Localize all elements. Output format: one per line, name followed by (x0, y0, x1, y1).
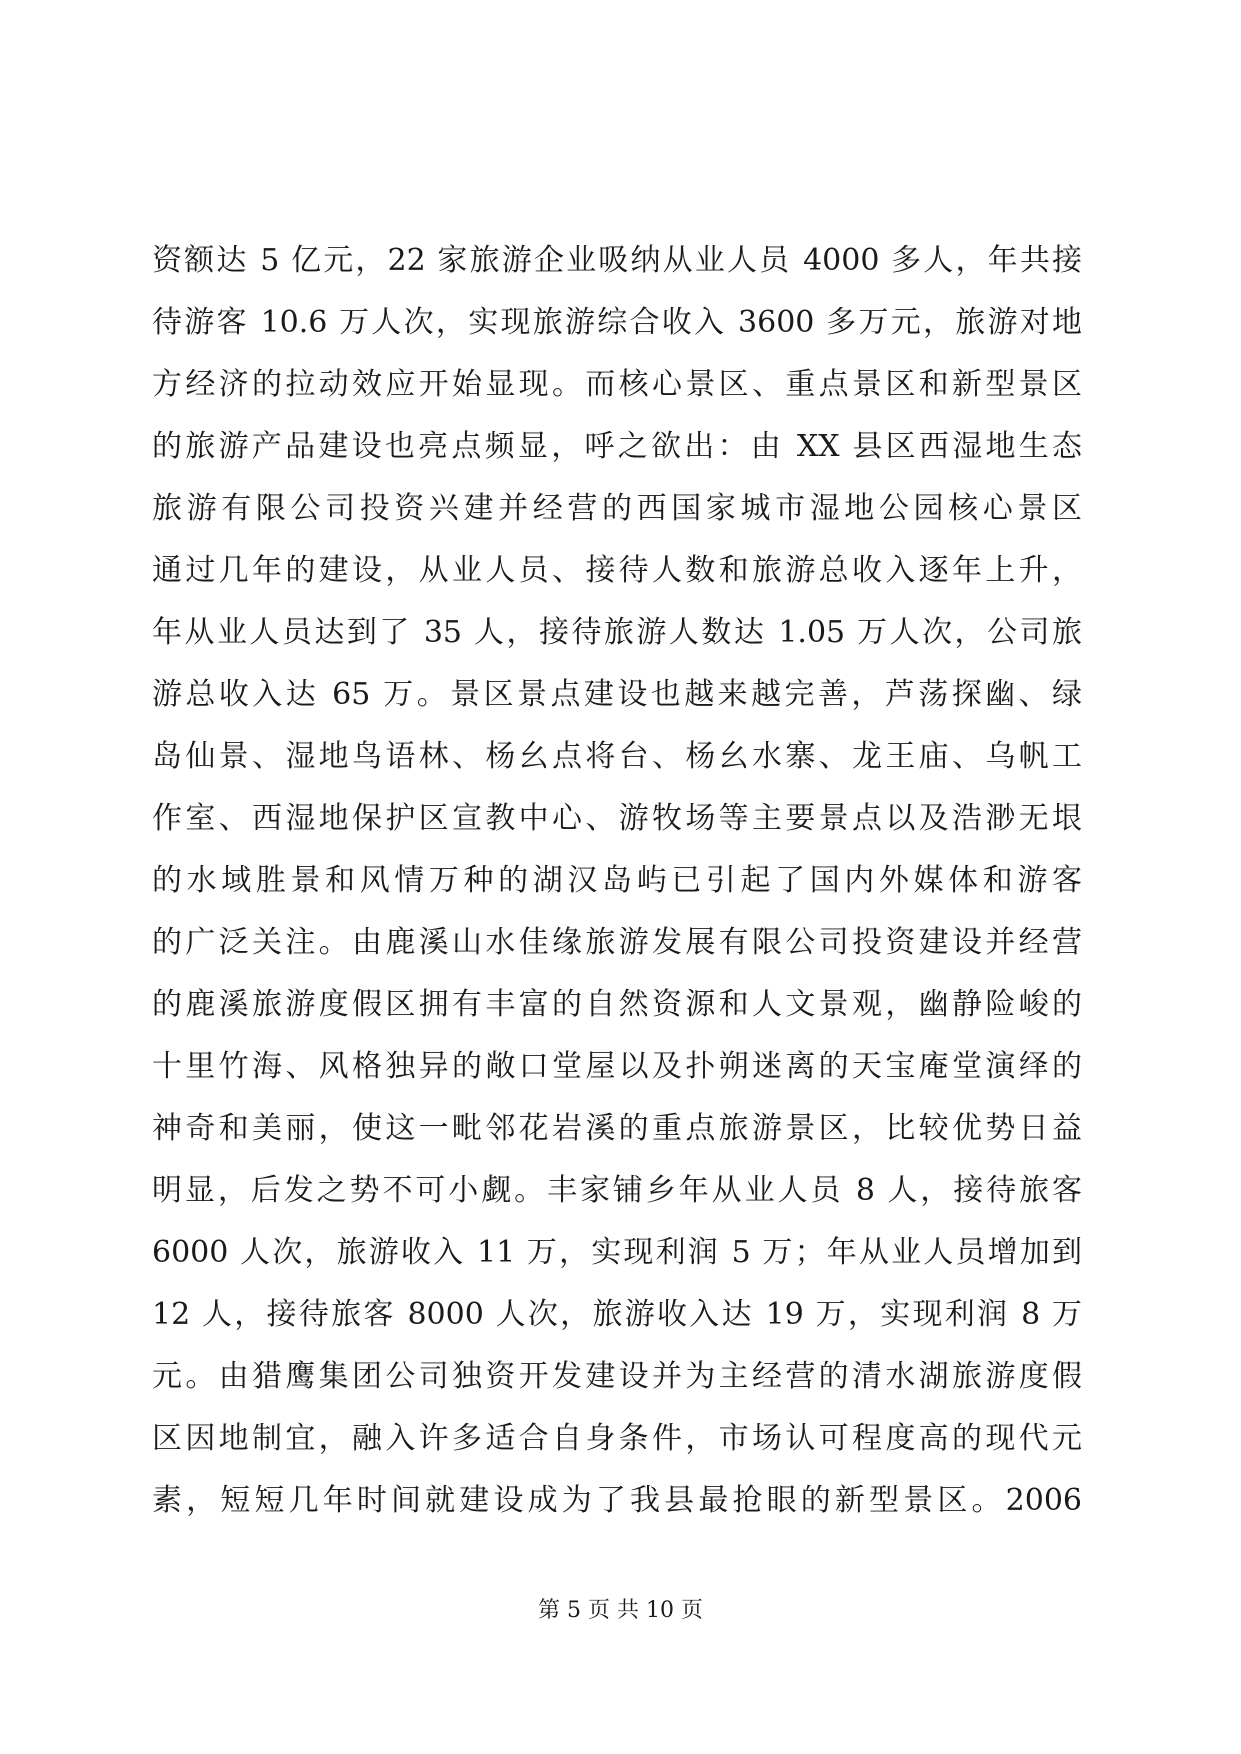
text-line: 通过几年的建设，从业人员、接待人数和旅游总收入逐年上升， (152, 553, 1082, 588)
text-line: 6000 人次，旅游收入 11 万，实现利润 5 万；年从业人员增加到 (152, 1235, 1082, 1270)
page-number: 第 5 页 共 10 页 (538, 1598, 703, 1623)
text-line: 作室、西湿地保护区宣教中心、游牧场等主要景点以及浩渺无垠 (152, 801, 1082, 836)
text-line: 的广泛关注。由鹿溪山水佳缘旅游发展有限公司投资建设并经营 (152, 925, 1082, 960)
body-text (152, 230, 1082, 1532)
text-line: 年从业人员达到了 35 人，接待旅游人数达 1.05 万人次，公司旅 (152, 615, 1082, 650)
text-line: 12 人，接待旅客 8000 人次，旅游收入达 19 万，实现利润 8 万 (152, 1297, 1082, 1332)
text-line: 的旅游产品建设也亮点频显，呼之欲出：由 XX 县区西湿地生态 (152, 429, 1082, 464)
text-line: 方经济的拉动效应开始显现。而核心景区、重点景区和新型景区 (152, 367, 1082, 402)
page-footer (0, 1596, 1241, 1626)
text-line: 岛仙景、湿地鸟语林、杨幺点将台、杨幺水寨、龙王庙、乌帆工 (152, 739, 1082, 774)
text-line: 待游客 10.6 万人次，实现旅游综合收入 3600 多万元，旅游对地 (152, 305, 1082, 340)
text-line: 旅游有限公司投资兴建并经营的西国家城市湿地公园核心景区 (152, 491, 1082, 526)
text-line: 明显，后发之势不可小觑。丰家铺乡年从业人员 8 人，接待旅客 (152, 1173, 1082, 1208)
text-line: 游总收入达 65 万。景区景点建设也越来越完善，芦荡探幽、绿 (152, 677, 1082, 712)
text-line: 的鹿溪旅游度假区拥有丰富的自然资源和人文景观，幽静险峻的 (152, 987, 1082, 1022)
text-line: 资额达 5 亿元，22 家旅游企业吸纳从业人员 4000 多人，年共接 (152, 243, 1082, 278)
text-line: 十里竹海、风格独异的敞口堂屋以及扑朔迷离的天宝庵堂演绎的 (152, 1049, 1082, 1084)
text-line: 元。由猎鹰集团公司独资开发建设并为主经营的清水湖旅游度假 (152, 1359, 1082, 1394)
text-line: 神奇和美丽，使这一毗邻花岩溪的重点旅游景区，比较优势日益 (152, 1111, 1082, 1146)
text-line: 区因地制宜，融入许多适合自身条件，市场认可程度高的现代元 (152, 1421, 1082, 1456)
text-line: 素，短短几年时间就建设成为了我县最抢眼的新型景区。2006 (152, 1483, 1082, 1518)
text-line: 的水域胜景和风情万种的湖汉岛屿已引起了国内外媒体和游客 (152, 863, 1082, 898)
